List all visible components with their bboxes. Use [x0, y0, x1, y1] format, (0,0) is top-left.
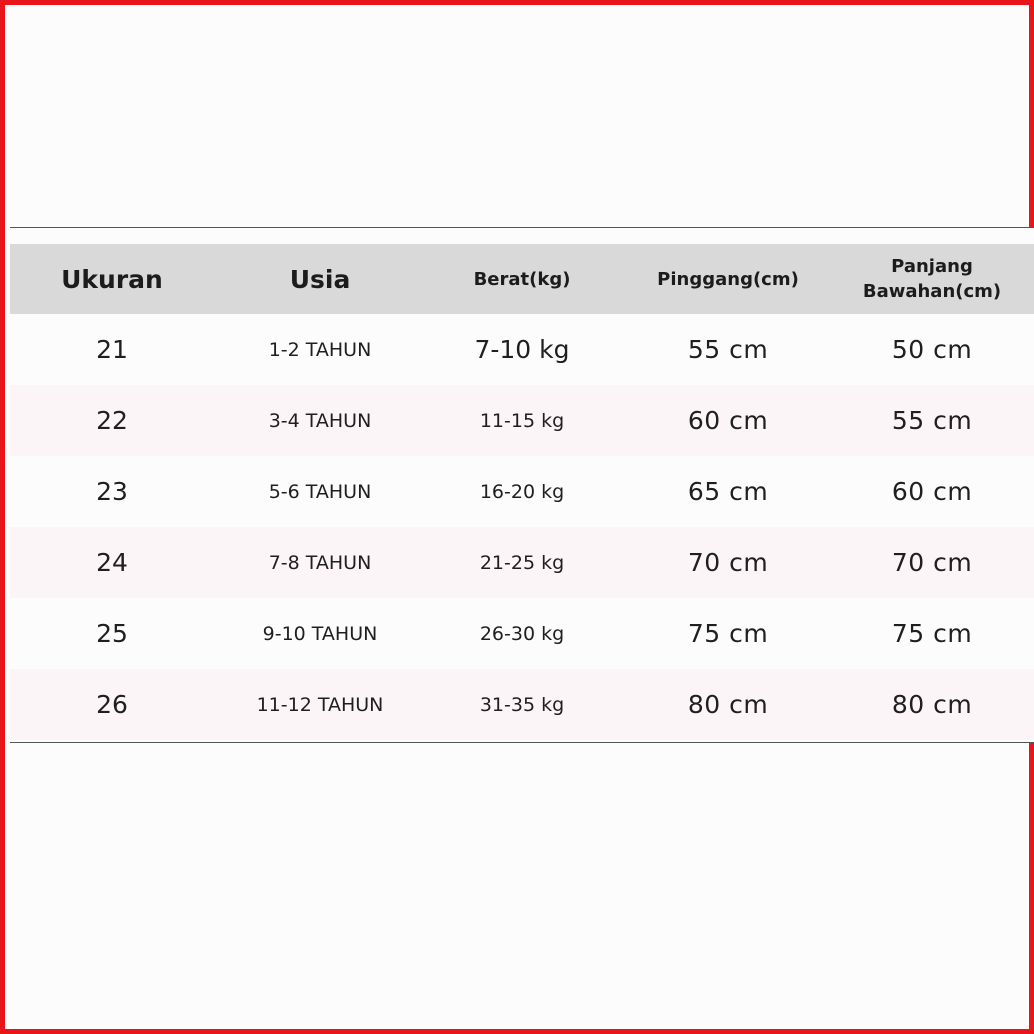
- cell-panjang-bawahan: 80 cm: [891, 690, 973, 719]
- cell-pinggang: 75 cm: [687, 619, 769, 648]
- cell-usia: 11-12 TAHUN: [256, 693, 384, 716]
- cell-berat: 21-25 kg: [479, 551, 565, 574]
- cell-usia: 5-6 TAHUN: [268, 480, 372, 503]
- cell-ukuran: 26: [96, 690, 128, 719]
- cell-ukuran: 24: [96, 548, 128, 577]
- cell-pinggang: 60 cm: [687, 406, 769, 435]
- header-panjang-line2: Bawahan(cm): [862, 281, 1002, 302]
- table-row: [10, 669, 1034, 740]
- header-panjang-line1: Panjang: [891, 256, 973, 277]
- table-row: [10, 527, 1034, 598]
- cell-berat: 16-20 kg: [479, 480, 565, 503]
- cell-panjang-bawahan: 60 cm: [891, 477, 973, 506]
- cell-panjang-bawahan: 75 cm: [891, 619, 973, 648]
- cell-panjang-bawahan: 50 cm: [891, 335, 973, 364]
- header-pinggang: Pinggang(cm): [657, 268, 799, 290]
- cell-pinggang: 70 cm: [687, 548, 769, 577]
- cell-usia: 3-4 TAHUN: [268, 409, 372, 432]
- header-ukuran: Ukuran: [61, 264, 163, 294]
- cell-panjang-bawahan: 55 cm: [891, 406, 973, 435]
- table-row: [10, 456, 1034, 527]
- cell-ukuran: 23: [96, 477, 128, 506]
- cell-berat: 7-10 kg: [474, 335, 570, 364]
- cell-berat: 31-35 kg: [479, 693, 565, 716]
- cell-usia: 1-2 TAHUN: [268, 338, 372, 361]
- cell-pinggang: 80 cm: [687, 690, 769, 719]
- size-chart-table: [10, 227, 1034, 743]
- cell-ukuran: 21: [96, 335, 128, 364]
- cell-usia: 7-8 TAHUN: [268, 551, 372, 574]
- cell-ukuran: 22: [96, 406, 128, 435]
- cell-pinggang: 55 cm: [687, 335, 769, 364]
- table-row: [10, 314, 1034, 385]
- cell-usia: 9-10 TAHUN: [262, 622, 378, 645]
- header-panjang-bawahan: [832, 244, 1032, 314]
- cell-berat: 11-15 kg: [479, 409, 565, 432]
- cell-ukuran: 25: [96, 619, 128, 648]
- cell-panjang-bawahan: 70 cm: [891, 548, 973, 577]
- table-row: [10, 598, 1034, 669]
- table-header-row: [10, 244, 1034, 314]
- table-row: [10, 385, 1034, 456]
- header-usia: Usia: [289, 264, 351, 294]
- cell-berat: 26-30 kg: [479, 622, 565, 645]
- header-berat: Berat(kg): [473, 268, 571, 290]
- cell-pinggang: 65 cm: [687, 477, 769, 506]
